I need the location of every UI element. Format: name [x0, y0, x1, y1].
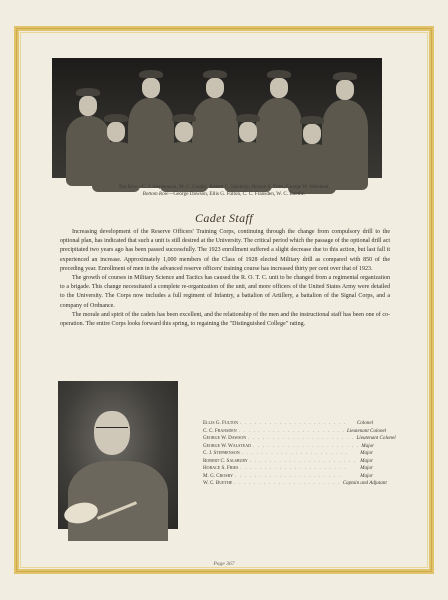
roster-rank: Lieutenant Colonel — [346, 427, 387, 434]
leader-dots: . . . . . . . . . . . . . . . . . . . . . . — [240, 465, 347, 471]
leader-dots: . . . . . . . . . . . . . . . . . . . . . . — [248, 435, 355, 441]
caption-bottom-row-label: Bottom Row — [142, 191, 169, 197]
roster-rank: Major — [360, 457, 373, 464]
roster-name: Ellis G. Fulton — [203, 420, 238, 426]
leader-dots: . . . . . . . . . . . . . . . . . . . . . . — [235, 472, 342, 479]
roster-row — [203, 435, 396, 443]
leader-dots: . . . . . . . . . . . . . . . . . . . . . . — [240, 420, 347, 426]
page-number: Page 367 — [213, 561, 235, 567]
roster-rank: Colonel — [356, 420, 373, 426]
caption-top-row-label: Top Row — [118, 184, 137, 190]
roster-row — [203, 473, 373, 481]
roster-row — [203, 450, 373, 458]
roster-rank: Major — [360, 472, 373, 479]
roster-rank: Major — [361, 442, 375, 449]
roster-name: C. J. Stephenson — [203, 450, 240, 456]
leader-dots: . . . . . . . . . . . . . . . . . . . . . . — [253, 442, 360, 449]
leader-dots: . . . . . . . . . . . . . . . . . . . . . . — [249, 457, 357, 464]
roster-name: C. C. Fransden — [203, 427, 237, 434]
roster-name: Robert C. Salsbury — [203, 457, 248, 464]
leader-dots: . . . . . . . . . . . . . . . . . . . . . . — [238, 427, 345, 434]
article-body — [60, 228, 390, 329]
roster-name: M. G. Crosby — [203, 472, 234, 479]
caption-top-row-names: C. J. Stephenson, M. C. Crosby, Robert C. Salsbury, Horace S. Fries, George W. Walstead. — [141, 184, 330, 190]
roster-name: Horace S. Fries — [203, 465, 239, 471]
roster-row — [203, 420, 373, 428]
paragraph: The growth of courses in Military Science and Tactics has caused the R. O. T. C. unit to be changed from a regimental organization to a brigade. This change necessitated a complete re-organization of the unit, and more officers of the United States Army were detailed to the University. The Corps now includes a full regiment of Infantry, a battalion of Artillery, a battalion of the Signal Corps, and a company of Ordnance. — [60, 275, 390, 309]
roster-rank: Lieutenant Colonel — [356, 435, 396, 441]
group-photograph — [52, 58, 382, 178]
roster-name: W. C. Buethe — [203, 480, 233, 486]
roster-name: George W. Dawson — [203, 435, 247, 441]
section-title: Cadet Staff — [194, 211, 254, 225]
roster-row — [203, 443, 373, 451]
leader-dots: . . . . . . . . . . . . . . . . . . . . . . — [241, 450, 348, 456]
roster-row — [203, 480, 387, 488]
leader-dots: . . . . . . . . . . . . . . . . . . . . . . — [234, 480, 341, 486]
paragraph: Increasing development of the Reserve Officers' Training Corps, continuing through the change from compulsory drill to the optional plan, has indicated that such a unit is still desired at the University. The critical period which the passage of the optional drill act precipitated two years ago has been passed successfully. The 1923 enrollment suffered a slight decrease due to this action, but last fall it experienced an increase. Approximately 1,000 members of the Class of 1928 elected Military drill as compared with 850 of the preceding year. Enrollment of men in the advanced reserve officers' training course has increased thirty per cent over that of 1923. — [60, 229, 390, 272]
officer-roster — [203, 420, 396, 488]
roster-rank: Captain and Adjutant — [342, 480, 387, 486]
caption-bottom-row-names: George Dawson, Ellis G. Fulton, C. C. Fransden, W. C. Buethe. — [173, 191, 306, 197]
roster-row — [203, 458, 373, 466]
roster-row — [203, 465, 373, 473]
portrait-photograph — [58, 381, 178, 529]
roster-rank: Major — [360, 465, 373, 471]
roster-row — [203, 427, 387, 436]
paragraph: The morale and spirit of the cadets has been excellent, and the relationship of the men and the instructional staff has been one of co-operation. The entire Corps looks forward this spring, to regaining the "Distinguished College" rating. — [60, 311, 390, 328]
photo-caption: Top Row—C. J. Stephenson, M. C. Crosby, Robert C. Salsbury, Horace S. Fries, George W. Walstead. Bottom Row—George Dawson, Ellis G. Fulton, C. C. Fransden, W. C. Buethe. — [118, 184, 330, 197]
roster-rank: Major — [360, 450, 373, 456]
roster-name: George W. Walstead — [203, 442, 252, 449]
